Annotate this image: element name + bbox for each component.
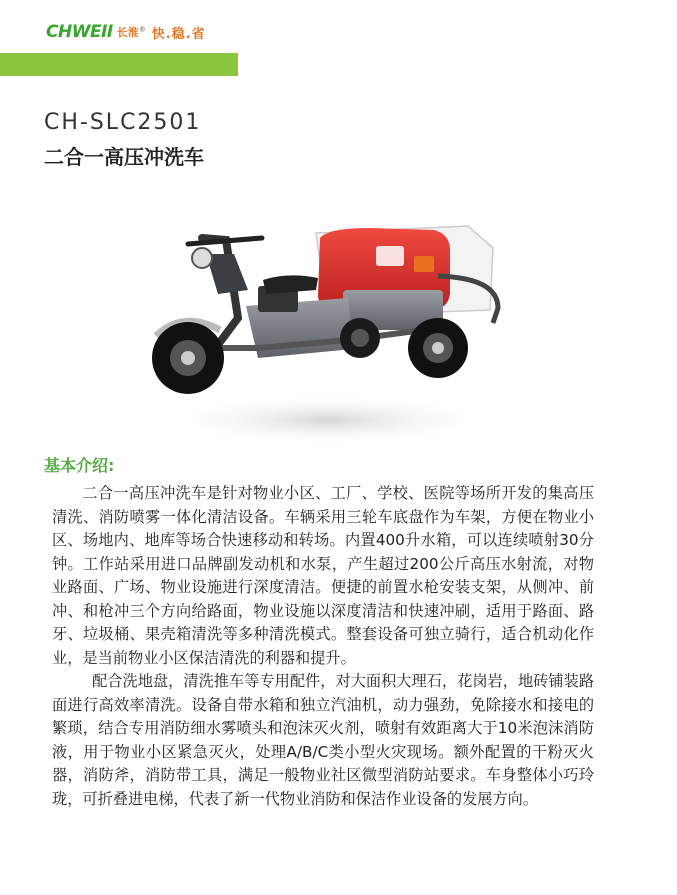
header-accent-bar xyxy=(0,53,238,76)
product-name: 二合一高压冲洗车 xyxy=(44,145,204,169)
section-title: 基本介绍: xyxy=(44,456,115,475)
brand-slogan: 快.稳.省 xyxy=(151,26,206,42)
pressure-washer-tricycle-image xyxy=(138,198,518,448)
description-paragraph-1: 二合一高压冲洗车是针对物业小区、工厂、学校、医院等场所开发的集高压清洗、消防喷雾一体化清洁设备。车辆采用三轮车底盘作为车架，方便在物业小区、场地内、地库等场合快速移动和转场。内置400升水箱，可以连续喷射30分钟。工作站采用进口品牌副发动机和水泵，产生超过200公斤高压水射流，对物业路面、广场、物业设施进行深度清洁。便捷的前置水枪安装支架，从侧冲、前冲、和枪冲三个方向给路面，物业设施以深度清洁和快速冲刷，适用于路面、路牙、垃圾桶、果壳箱清洗等多种清洗模式。整套设备可独立骑行，适合机动化作业，是当前物业小区保洁清洗的利器和提升。 xyxy=(52,484,594,667)
brand-logo-text: CHWEII xyxy=(46,22,113,42)
product-model: CH-SLC2501 xyxy=(44,110,202,135)
description-paragraph-2: 配合洗地盘，清洗推车等专用配件，对大面积大理石，花岗岩，地砖铺装路面进行高效率清洗。设备自带水箱和独立汽油机，动力强劲，免除接水和接电的繁琐，结合专用消防细水雾喷头和泡沫灭火剂，喷射有效距离大于10米泡沫消防液，用于物业小区紧急灭火，处理A/B/C类小型火灾现场。额外配置的干粉灭火器，消防斧，消防带工具，满足一般物业社区微型消防站要求。车身整体小巧玲珑，可折叠进电梯，代表了新一代物业消防和保洁作业设备的发展方向。 xyxy=(52,672,595,808)
brand-logo xyxy=(46,22,206,42)
description-body xyxy=(52,482,594,811)
brand-cn-name: 长淮® xyxy=(116,25,146,39)
